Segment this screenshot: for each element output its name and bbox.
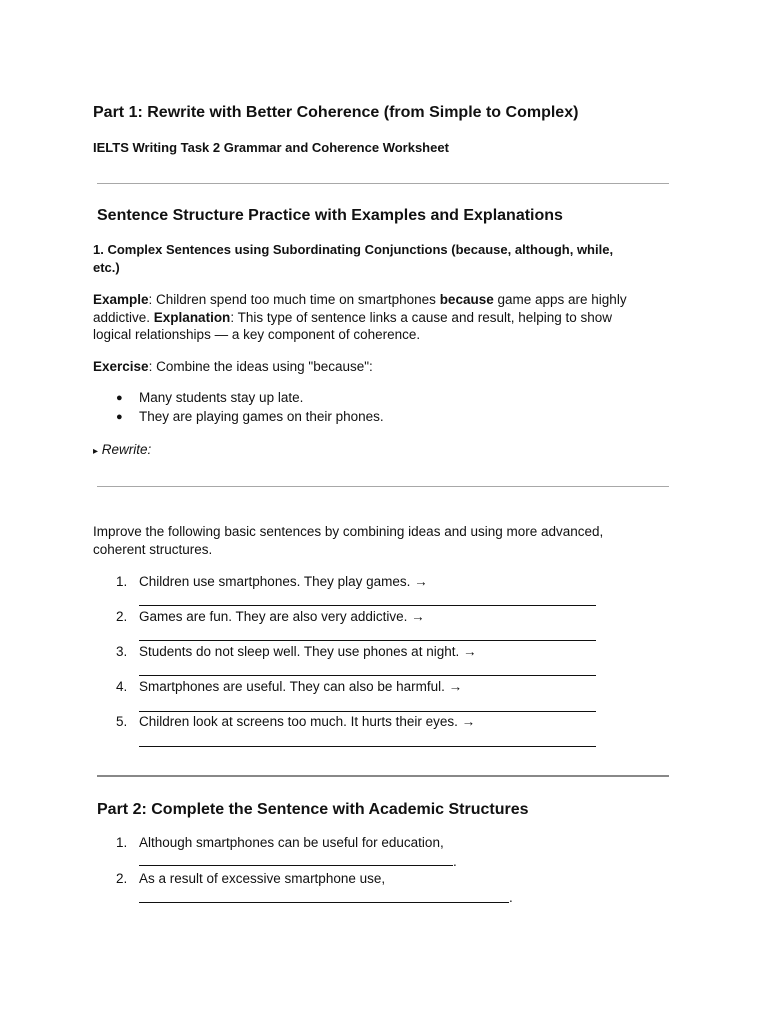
item-number: 2. — [116, 871, 128, 886]
divider — [97, 183, 669, 184]
item-number: 2. — [116, 609, 128, 624]
section-subheading-line1: 1. Complex Sentences using Subordinating Conjunctions (because, although, while, — [93, 242, 614, 257]
example-keyword: because — [439, 292, 494, 307]
example-text-a: : Children spend too much time on smartphones — [148, 292, 440, 307]
part2-item-1: Although smartphones can be useful for education, — [139, 835, 444, 850]
example-line3: logical relationships — a key component of coherence. — [93, 327, 421, 342]
period: . — [453, 854, 457, 869]
rewrite-label: Rewrite: — [101, 442, 152, 457]
improve-item-2: Games are fun. They are also very addictive. → — [139, 609, 425, 624]
section-subheading-line2: etc.) — [93, 260, 120, 275]
exercise-instruction — [93, 358, 373, 376]
answer-divider — [97, 486, 669, 487]
item-number: 4. — [116, 679, 128, 694]
exercise-label: Exercise — [93, 359, 149, 374]
section-divider — [97, 775, 669, 777]
exercise-text: : Combine the ideas using "because": — [148, 359, 373, 374]
part2-title: Part 2: Complete the Sentence with Academic Structures — [97, 801, 529, 818]
improve-item-4: Smartphones are useful. They can also be harmful. → — [139, 679, 463, 694]
answer-line-2[interactable] — [139, 640, 596, 641]
triangle-right-icon: ▸ — [93, 446, 99, 457]
improve-item-5: Children look at screens too much. It hurts their eyes. → — [139, 714, 476, 729]
exercise-bullet-1: Many students stay up late. — [139, 390, 304, 405]
improve-item-1: Children use smartphones. They play games. → — [139, 574, 428, 589]
example-text-b: game apps are highly — [493, 292, 627, 307]
example-line2-b: : This type of sentence links a cause and result, helping to show — [230, 310, 613, 325]
improve-instruction-line2: coherent structures. — [93, 542, 213, 557]
bullet-icon: ● — [116, 392, 123, 404]
example-line2 — [93, 309, 612, 327]
worksheet-subtitle: IELTS Writing Task 2 Grammar and Coherence Worksheet — [93, 140, 449, 155]
exercise-bullet-2: They are playing games on their phones. — [139, 409, 384, 424]
part1-title: Part 1: Rewrite with Better Coherence (from Simple to Complex) — [93, 104, 579, 121]
item-number: 1. — [116, 835, 128, 850]
answer-line-1[interactable] — [139, 605, 596, 606]
section-heading: Sentence Structure Practice with Examples and Explanations — [97, 207, 563, 224]
period: . — [509, 890, 513, 905]
improve-instruction-line1: Improve the following basic sentences by combining ideas and using more advanced, — [93, 524, 604, 539]
item-number: 1. — [116, 574, 128, 589]
part2-item-2: As a result of excessive smartphone use, — [139, 871, 386, 886]
bullet-icon: ● — [116, 411, 123, 423]
answer-line-4[interactable] — [139, 711, 596, 712]
example-label: Example — [93, 292, 149, 307]
example-line2-a: addictive. — [93, 310, 154, 325]
completion-line-1[interactable] — [139, 865, 453, 866]
item-number: 5. — [116, 714, 128, 729]
explanation-label: Explanation — [153, 310, 231, 325]
answer-line-5[interactable] — [139, 746, 596, 747]
improve-item-3: Students do not sleep well. They use phones at night. → — [139, 644, 477, 659]
rewrite-prompt — [93, 441, 151, 461]
answer-line-3[interactable] — [139, 675, 596, 676]
item-number: 3. — [116, 644, 128, 659]
example-line1 — [93, 291, 627, 309]
completion-line-2[interactable] — [139, 902, 509, 903]
